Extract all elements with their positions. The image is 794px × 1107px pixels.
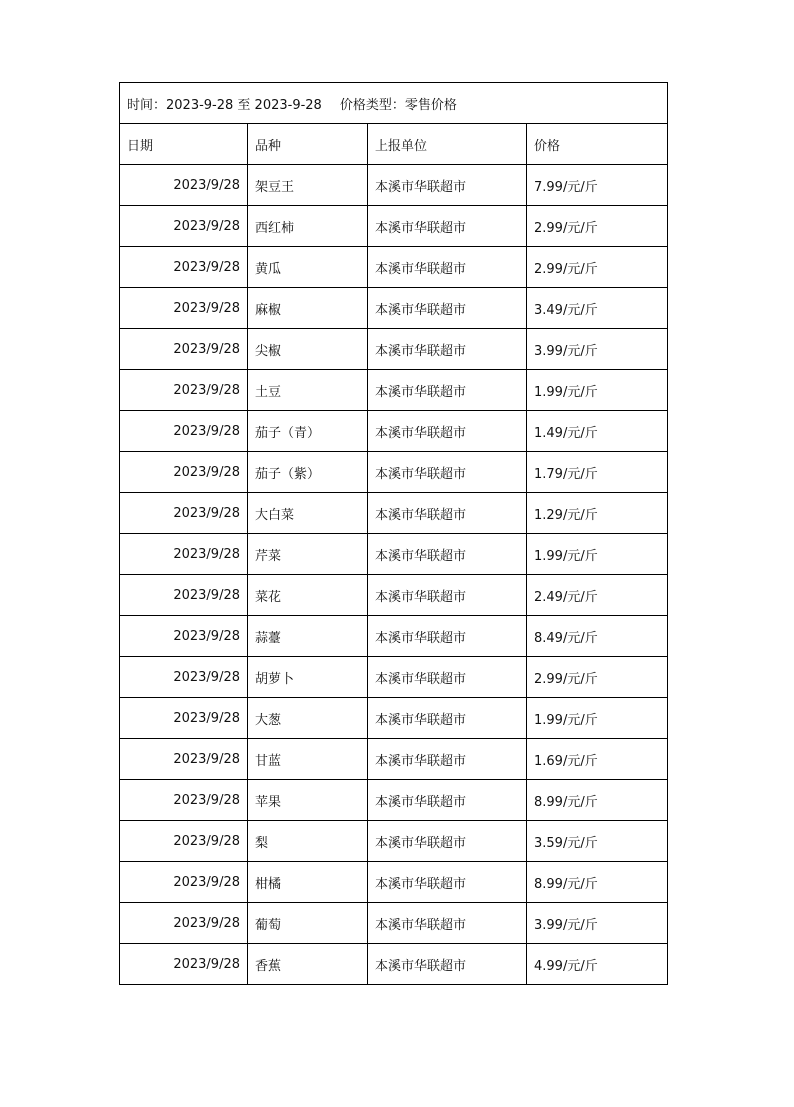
table-row (120, 534, 668, 575)
date-cell: 2023/9/28 (120, 780, 248, 821)
date-cell: 2023/9/28 (120, 247, 248, 288)
unit-cell: 本溪市华联超市 (368, 616, 527, 657)
item-cell: 胡萝卜 (248, 657, 368, 698)
time-range-label: 时间：2023-9-28 至 2023-9-28 (127, 97, 322, 113)
table-row (120, 657, 668, 698)
table-row (120, 206, 668, 247)
price-cell: 1.99/元/斤 (527, 370, 668, 411)
item-cell: 黄瓜 (248, 247, 368, 288)
unit-cell: 本溪市华联超市 (368, 288, 527, 329)
unit-cell: 本溪市华联超市 (368, 739, 527, 780)
column-header-unit: 上报单位 (368, 124, 527, 165)
date-cell: 2023/9/28 (120, 534, 248, 575)
unit-cell: 本溪市华联超市 (368, 903, 527, 944)
price-cell: 1.79/元/斤 (527, 452, 668, 493)
date-cell: 2023/9/28 (120, 329, 248, 370)
unit-cell: 本溪市华联超市 (368, 821, 527, 862)
date-cell: 2023/9/28 (120, 575, 248, 616)
item-cell: 苹果 (248, 780, 368, 821)
table-row (120, 370, 668, 411)
item-cell: 尖椒 (248, 329, 368, 370)
date-cell: 2023/9/28 (120, 206, 248, 247)
item-cell: 芹菜 (248, 534, 368, 575)
price-cell: 7.99/元/斤 (527, 165, 668, 206)
table-row (120, 452, 668, 493)
price-type-label: 价格类型：零售价格 (339, 97, 457, 113)
unit-cell: 本溪市华联超市 (368, 411, 527, 452)
price-table (119, 82, 668, 985)
date-cell: 2023/9/28 (120, 452, 248, 493)
item-cell: 茄子（紫） (248, 452, 368, 493)
column-header-date: 日期 (120, 124, 248, 165)
price-cell: 8.99/元/斤 (527, 862, 668, 903)
table-row (120, 165, 668, 206)
price-cell: 3.99/元/斤 (527, 903, 668, 944)
table-row (120, 780, 668, 821)
item-cell: 甘蓝 (248, 739, 368, 780)
table-row (120, 862, 668, 903)
date-cell: 2023/9/28 (120, 944, 248, 985)
price-cell: 1.29/元/斤 (527, 493, 668, 534)
item-cell: 香蕉 (248, 944, 368, 985)
table-row (120, 903, 668, 944)
date-cell: 2023/9/28 (120, 411, 248, 452)
unit-cell: 本溪市华联超市 (368, 329, 527, 370)
price-cell: 1.69/元/斤 (527, 739, 668, 780)
date-cell: 2023/9/28 (120, 698, 248, 739)
item-cell: 大葱 (248, 698, 368, 739)
unit-cell: 本溪市华联超市 (368, 452, 527, 493)
date-cell: 2023/9/28 (120, 821, 248, 862)
unit-cell: 本溪市华联超市 (368, 247, 527, 288)
price-cell: 2.99/元/斤 (527, 206, 668, 247)
item-cell: 蒜薹 (248, 616, 368, 657)
unit-cell: 本溪市华联超市 (368, 370, 527, 411)
item-cell: 菜花 (248, 575, 368, 616)
item-cell: 大白菜 (248, 493, 368, 534)
unit-cell: 本溪市华联超市 (368, 780, 527, 821)
date-cell: 2023/9/28 (120, 370, 248, 411)
date-cell: 2023/9/28 (120, 739, 248, 780)
date-cell: 2023/9/28 (120, 493, 248, 534)
item-cell: 茄子（青） (248, 411, 368, 452)
price-cell: 1.49/元/斤 (527, 411, 668, 452)
date-cell: 2023/9/28 (120, 616, 248, 657)
table-row (120, 739, 668, 780)
price-cell: 1.99/元/斤 (527, 534, 668, 575)
unit-cell: 本溪市华联超市 (368, 575, 527, 616)
price-cell: 1.99/元/斤 (527, 698, 668, 739)
unit-cell: 本溪市华联超市 (368, 165, 527, 206)
unit-cell: 本溪市华联超市 (368, 698, 527, 739)
price-cell: 3.59/元/斤 (527, 821, 668, 862)
price-cell: 2.49/元/斤 (527, 575, 668, 616)
unit-cell: 本溪市华联超市 (368, 657, 527, 698)
header-info-row (120, 83, 668, 124)
item-cell: 梨 (248, 821, 368, 862)
item-cell: 柑橘 (248, 862, 368, 903)
price-cell: 8.99/元/斤 (527, 780, 668, 821)
item-cell: 麻椒 (248, 288, 368, 329)
price-cell: 8.49/元/斤 (527, 616, 668, 657)
price-cell: 2.99/元/斤 (527, 247, 668, 288)
column-header-price: 价格 (527, 124, 668, 165)
date-cell: 2023/9/28 (120, 288, 248, 329)
unit-cell: 本溪市华联超市 (368, 944, 527, 985)
table-row (120, 411, 668, 452)
item-cell: 葡萄 (248, 903, 368, 944)
table-row (120, 698, 668, 739)
table-row (120, 944, 668, 985)
date-cell: 2023/9/28 (120, 165, 248, 206)
price-cell: 4.99/元/斤 (527, 944, 668, 985)
table-row (120, 493, 668, 534)
date-cell: 2023/9/28 (120, 657, 248, 698)
unit-cell: 本溪市华联超市 (368, 493, 527, 534)
unit-cell: 本溪市华联超市 (368, 862, 527, 903)
item-cell: 土豆 (248, 370, 368, 411)
item-cell: 西红柿 (248, 206, 368, 247)
column-header-row (120, 124, 668, 165)
price-cell: 3.99/元/斤 (527, 329, 668, 370)
table-row (120, 288, 668, 329)
date-cell: 2023/9/28 (120, 903, 248, 944)
table-row (120, 329, 668, 370)
price-cell: 2.99/元/斤 (527, 657, 668, 698)
table-row (120, 575, 668, 616)
item-cell: 架豆王 (248, 165, 368, 206)
unit-cell: 本溪市华联超市 (368, 534, 527, 575)
unit-cell: 本溪市华联超市 (368, 206, 527, 247)
table-row (120, 247, 668, 288)
date-cell: 2023/9/28 (120, 862, 248, 903)
column-header-item: 品种 (248, 124, 368, 165)
price-cell: 3.49/元/斤 (527, 288, 668, 329)
header-info-cell (120, 83, 668, 124)
table-row (120, 821, 668, 862)
table-row (120, 616, 668, 657)
